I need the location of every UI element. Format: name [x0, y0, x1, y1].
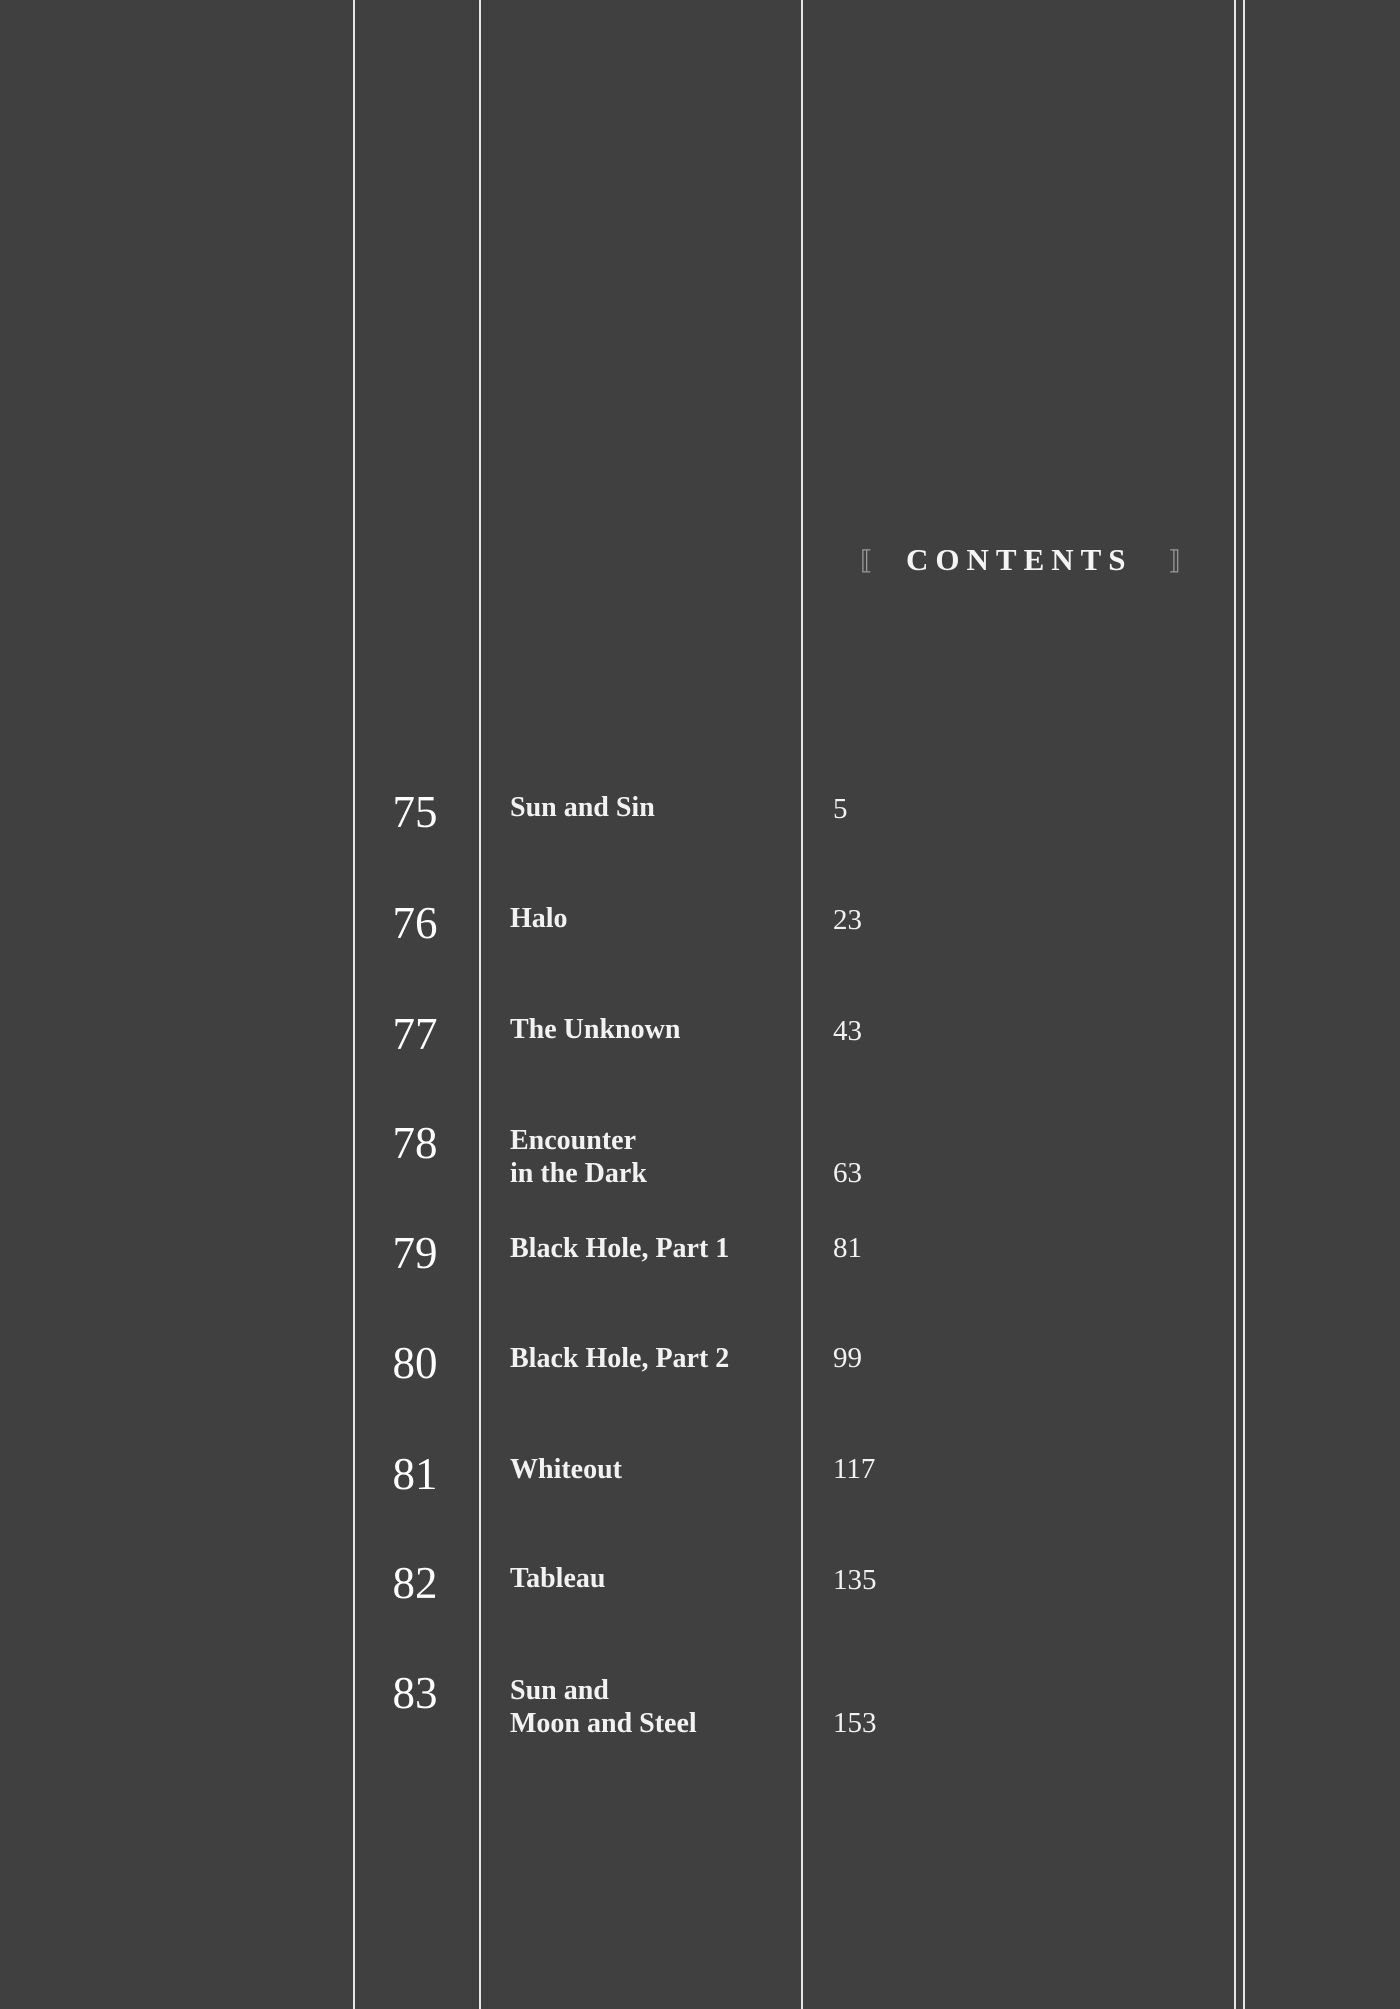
chapter-title-line: Sun and — [510, 1675, 609, 1706]
page-number: 135 — [833, 1564, 877, 1596]
chapter-number: 80 — [392, 1338, 438, 1388]
chapter-title — [510, 1013, 790, 1046]
chapter-title-line: Halo — [510, 903, 568, 934]
chapter-number: 75 — [392, 787, 438, 837]
page-number: 99 — [833, 1342, 862, 1374]
chapter-number: 83 — [392, 1668, 438, 1718]
chapter-number: 78 — [392, 1118, 438, 1168]
contents-heading — [858, 542, 1182, 578]
chapter-title-line: Encounter — [510, 1125, 636, 1156]
page-number: 153 — [833, 1707, 877, 1739]
chapter-title-line: Whiteout — [510, 1454, 622, 1485]
page-number: 23 — [833, 904, 862, 936]
contents-title: CONTENTS — [906, 542, 1133, 577]
chapter-title-line: The Unknown — [510, 1014, 681, 1045]
chapter-title — [510, 902, 790, 935]
page-number: 117 — [833, 1453, 876, 1485]
column-rule-4 — [1234, 0, 1236, 2009]
chapter-title — [510, 1232, 790, 1265]
chapter-title-line: in the Dark — [510, 1158, 647, 1189]
page-number: 5 — [833, 793, 848, 825]
chapter-title — [510, 1453, 790, 1486]
page-number: 43 — [833, 1015, 862, 1047]
chapter-title-line: Tableau — [510, 1563, 606, 1594]
chapter-title — [510, 1124, 790, 1190]
chapter-title — [510, 791, 790, 824]
chapter-title — [510, 1674, 790, 1740]
column-rule-2 — [479, 0, 481, 2009]
right-bracket-ornament: ⟧ — [1168, 546, 1181, 576]
chapter-number: 76 — [392, 898, 438, 948]
chapter-title — [510, 1562, 790, 1595]
page-number: 81 — [833, 1232, 862, 1264]
chapter-title-line: Black Hole, Part 2 — [510, 1343, 730, 1374]
chapter-number: 82 — [392, 1558, 438, 1608]
left-bracket-ornament: ⟦ — [860, 546, 873, 576]
chapter-title-line: Moon and Steel — [510, 1708, 697, 1739]
chapter-title-line: Sun and Sin — [510, 792, 655, 823]
chapter-title-line: Black Hole, Part 1 — [510, 1233, 730, 1264]
column-rule-3 — [801, 0, 803, 2009]
chapter-number: 77 — [392, 1009, 438, 1059]
chapter-title — [510, 1342, 790, 1375]
chapter-number: 81 — [392, 1449, 438, 1499]
column-rule-5 — [1243, 0, 1245, 2009]
chapter-number: 79 — [392, 1228, 438, 1278]
page-number: 63 — [833, 1157, 862, 1189]
